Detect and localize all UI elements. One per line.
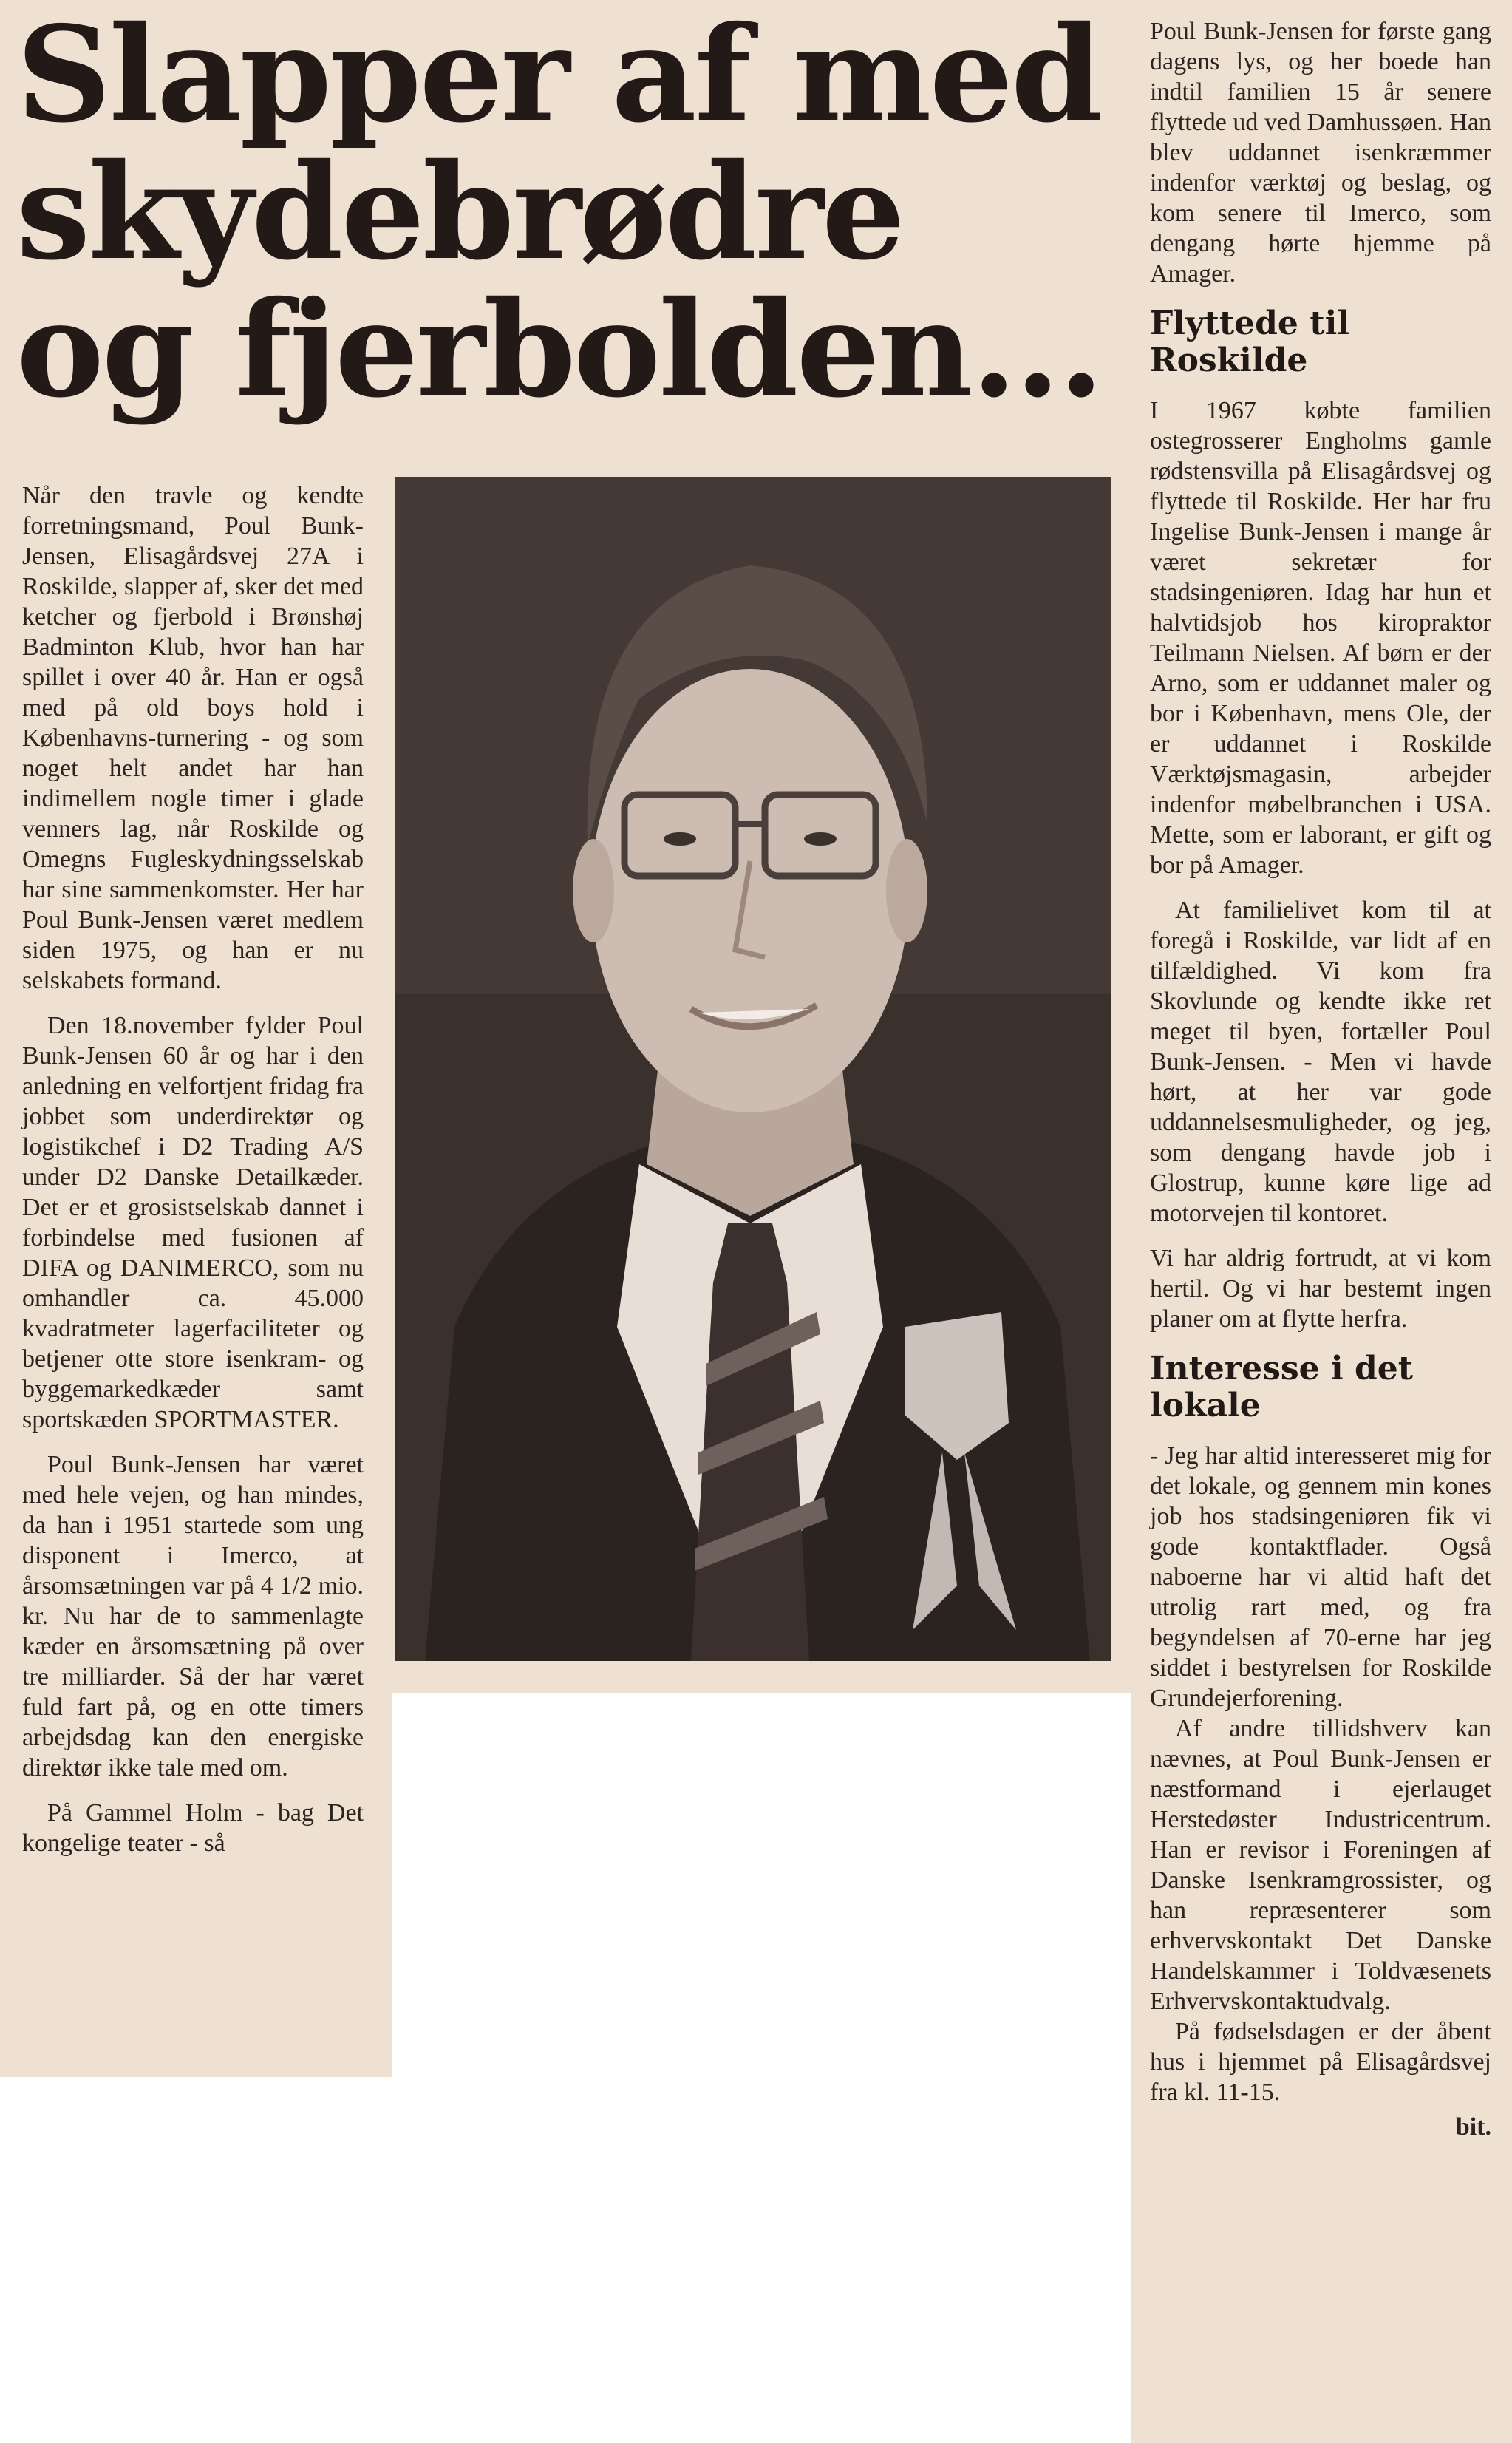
subheading-flyttede: Flyttede til Roskilde (1150, 305, 1349, 379)
paragraph: Når den travle og kendte forretningsmand, Poul Bunk-Jensen, Elisagårdsvej 27A i Roskilde, slapper af, sker det med ketcher og fjerbold i Brønshøj Badminton Klub, hvor han har spillet i over 40 år. Han er også med på old boys hold i Københavns-turnering - og som noget helt andet har han indimellem nogle timer i glade venners lag, når Roskilde og Omegns Fugleskydningsselskab har sine sammenkomster. Her har Poul Bunk-Jensen været medlem siden 1975, og han er nu selskabets formand. (22, 482, 364, 994)
article-column-left (22, 480, 364, 1858)
byline: bit. (1455, 2113, 1491, 2141)
paragraph: At familielivet kom til at foregå i Roskilde, var lidt af en tilfældighed. Vi kom fra Skovlunde og kendte ikke ret meget til byen, fortæller Poul Bunk-Jensen. - Men vi havde hørt, at her var gode uddannelsesmuligheder, og jeg, som dengang havde job i Glostrup, kunne køre lige ad motorvejen til kontoret. (1150, 897, 1491, 1227)
paragraph: Af andre tillidshverv kan nævnes, at Poul Bunk-Jensen er næstformand i ejerlauget Herstedøster Industricentrum. Han er revisor i Foreningen af Danske Isenkramgrossister, og han repræsenterer som erhvervskontakt Det Danske Handelskammer i Toldvæsenets Erhvervskontaktudvalg. (1150, 1715, 1491, 2015)
portrait-photo (395, 477, 1111, 1661)
paragraph: - Jeg har altid interesseret mig for det lokale, og gennem min kones job hos stadsingeniøren fik vi gode kontaktflader. Også naboerne har vi altid haft det utrolig rart med, og fra begyndelsen af 70-erne har jeg siddet i bestyrelsen for Roskilde Grundejerforening. (1150, 1442, 1491, 1712)
headline-line-2: skydebrødre (16, 135, 904, 289)
paragraph: I 1967 købte familien ostegrosserer Engholms gamle rødstensvilla på Elisagårdsvej og flyttede til Roskilde. Her har fru Ingelise Bunk-Jensen i mange år været sekretær for stadsingeniøren. Idag har hun et halvtidsjob hos kiropraktor Teilmann Nielsen. Af børn er der Arno, som er uddannet maler og bor i København, mens Ole, der er uddannet i Roskilde Værktøjsmagasin, arbejder indenfor møbelbranchen i USA. Mette, som er laborant, er gift og bor på Amager. (1150, 397, 1491, 879)
paragraph: Poul Bunk-Jensen har været med hele vejen, og han mindes, da han i 1951 startede som ung disponent i Imerco, at årsomsætningen var på 4 1/2 mio. kr. Nu har de to sammenlagte kæder en årsomsætning på over tre milliarder. Så der har været fuld fart på, og en otte timers arbejdsdag kan den energiske direktør ikke tale med om. (22, 1451, 364, 1781)
paragraph: På Gammel Holm - bag Det kongelige teater - så (22, 1799, 364, 1857)
headline-line-1: Slapper af med (16, 0, 1101, 152)
paragraph: Vi har aldrig fortrudt, at vi kom hertil. Og vi har bestemt ingen planer om at flytte herfra. (1150, 1245, 1491, 1333)
headline (16, 0, 1110, 427)
subheading-interesse: Interesse i det lokale (1150, 1350, 1414, 1424)
paragraph: Den 18.november fylder Poul Bunk-Jensen 60 år og har i den anledning en velfortjent fridag fra jobbet som underdirektør og logistikchef i D2 Trading A/S under D2 Danske Detailkæder. Det er et grosistselskab dannet i forbindelse med fusionen af DIFA og DANIMERCO, som nu omhandler ca. 45.000 kvadratmeter lagerfaciliteter og betjener otte store isenkram- og byggemarkedkæder samt sportskæden SPORTMASTER. (22, 1012, 364, 1433)
paragraph: På fødselsdagen er der åbent hus i hjemmet på Elisagårdsvej fra kl. 11-15. (1150, 2018, 1491, 2106)
paragraph: Poul Bunk-Jensen for første gang dagens lys, og her boede han indtil familien 15 år senere flyttede ud ved Damhussøen. Han blev uddannet isenkræmmer indenfor værktøj og beslag, og kom senere til Imerco, som dengang hørte hjemme på Amager. (1150, 18, 1491, 288)
article-column-right (1150, 16, 1491, 2142)
headline-line-3: og fjerbolden... (16, 272, 1102, 427)
